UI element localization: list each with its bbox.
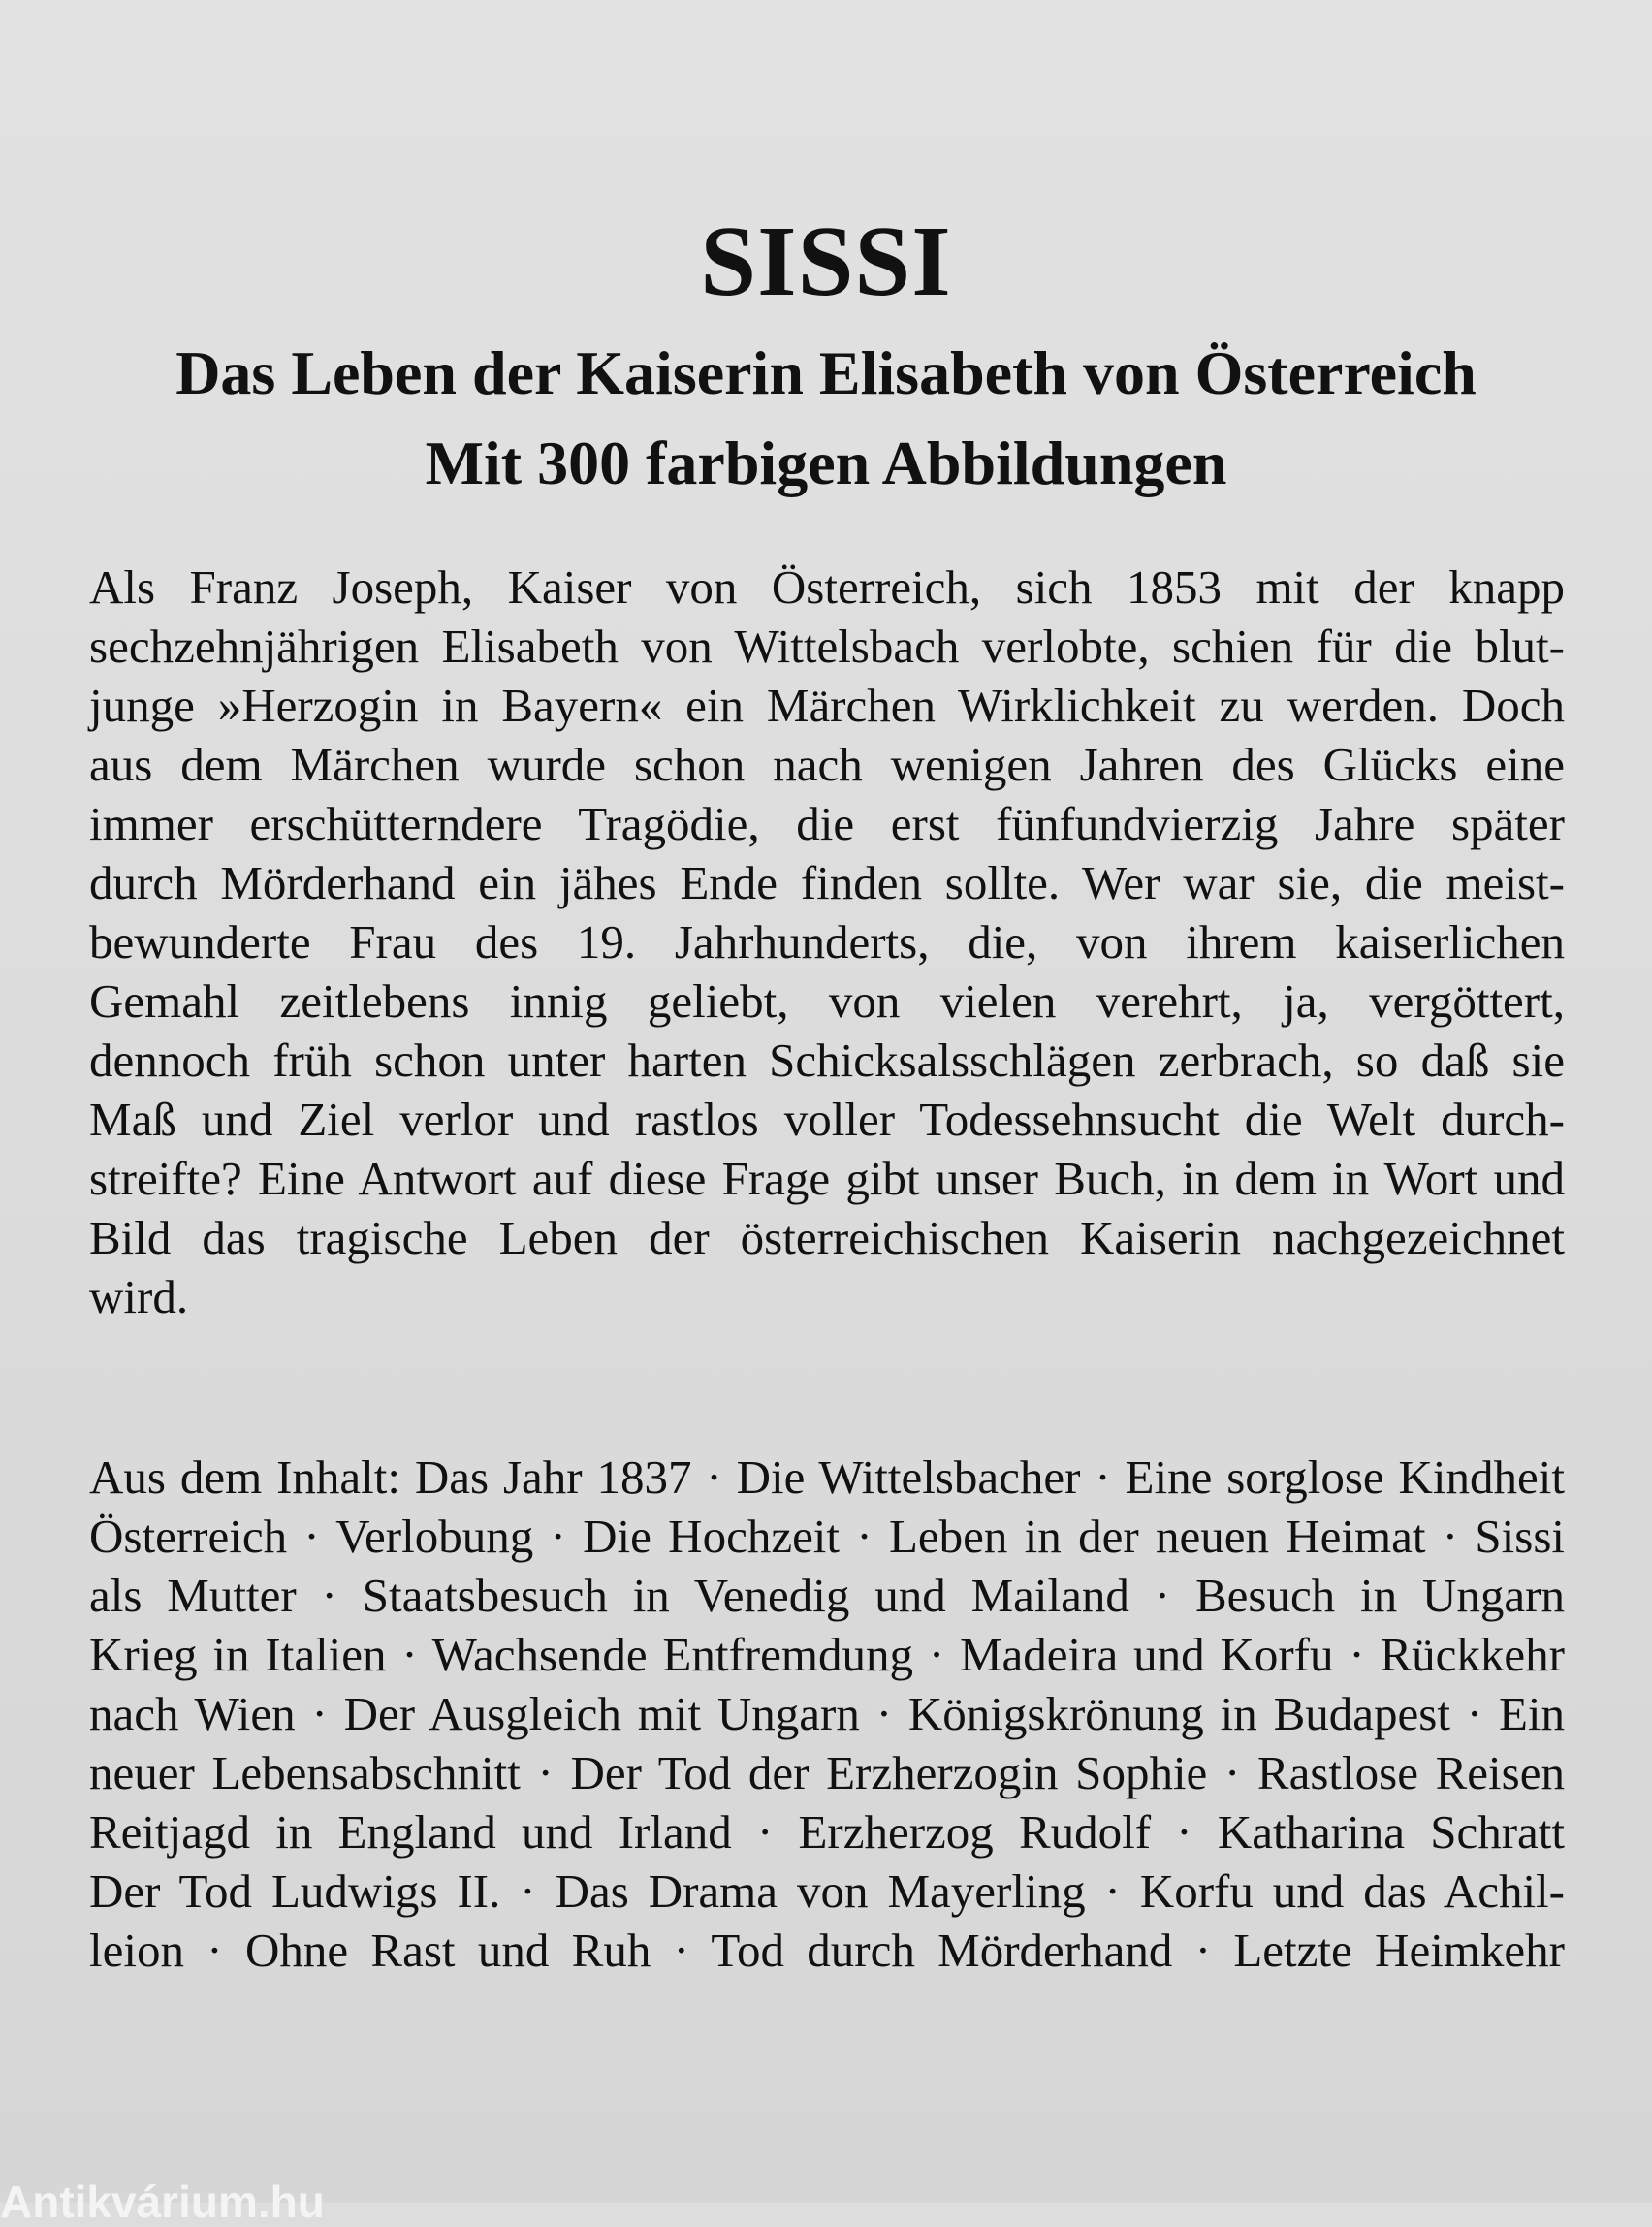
subtitle-line-1: Das Leben der Kaiserin Elisabeth von Österreich	[175, 338, 1477, 407]
contents-line: Krieg in Italien · Wachsende Entfremdung · Madeira und Korfu · Rückkehr	[89, 1628, 1565, 1681]
description-line: streifte? Eine Antwort auf diese Frage gibt unser Buch, in dem in Wort und	[89, 1152, 1565, 1205]
contents-line: neuer Lebensabschnitt · Der Tod der Erzherzogin Sophie · Rastlose Reisen	[89, 1746, 1565, 1799]
contents-line: Österreich · Verlobung · Die Hochzeit · Leben in der neuen Heimat · Sissi	[89, 1510, 1565, 1563]
description-line: junge »Herzogin in Bayern« ein Märchen Wirklichkeit zu werden. Doch	[89, 679, 1565, 732]
contents-line: Der Tod Ludwigs II. · Das Drama von Mayerling · Korfu und das Achil-	[89, 1864, 1565, 1918]
description-line: Gemahl zeitlebens innig geliebt, von vielen verehrt, ja, vergöttert,	[89, 974, 1565, 1028]
description-line: sechzehnjährigen Elisabeth von Wittelsbach verlobte, schien für die blut-	[89, 620, 1565, 673]
description-line: bewunderte Frau des 19. Jahrhunderts, die, von ihrem kaiserlichen	[89, 915, 1565, 969]
description-line: durch Mörderhand ein jähes Ende finden sollte. Wer war sie, die meist-	[89, 856, 1565, 909]
book-title: SISSI	[700, 206, 952, 317]
description-line: Bild das tragische Leben der österreichischen Kaiserin nachgezeichnet	[89, 1211, 1565, 1264]
description-line: wird.	[89, 1270, 189, 1323]
subtitle-line-2: Mit 300 farbigen Abbildungen	[425, 429, 1227, 497]
description-line: immer erschütterndere Tragödie, die erst fünfundvierzig Jahre später	[89, 797, 1565, 850]
contents-line: leion · Ohne Rast und Ruh · Tod durch Mörderhand · Letzte Heimkehr	[89, 1924, 1565, 1977]
contents-line: nach Wien · Der Ausgleich mit Ungarn · Königskrönung in Budapest · Ein	[89, 1687, 1565, 1740]
description-line: dennoch früh schon unter harten Schicksalsschlägen zerbrach, so daß sie	[89, 1034, 1565, 1087]
description-line: aus dem Märchen wurde schon nach wenigen Jahren des Glücks eine	[89, 738, 1565, 791]
contents-line: Reitjagd in England und Irland · Erzherzog Rudolf · Katharina Schratt	[89, 1805, 1565, 1859]
contents-line: Aus dem Inhalt: Das Jahr 1837 · Die Wittelsbacher · Eine sorglose Kindheit	[89, 1450, 1565, 1504]
contents-line: als Mutter · Staatsbesuch in Venedig und Mailand · Besuch in Ungarn	[89, 1569, 1565, 1622]
description-line: Maß und Ziel verlor und rastlos voller Todessehnsucht die Welt durch-	[89, 1093, 1565, 1146]
watermark: Antikvárium.hu	[0, 2177, 325, 2227]
description-line: Als Franz Joseph, Kaiser von Österreich, sich 1853 mit der knapp	[89, 560, 1565, 614]
